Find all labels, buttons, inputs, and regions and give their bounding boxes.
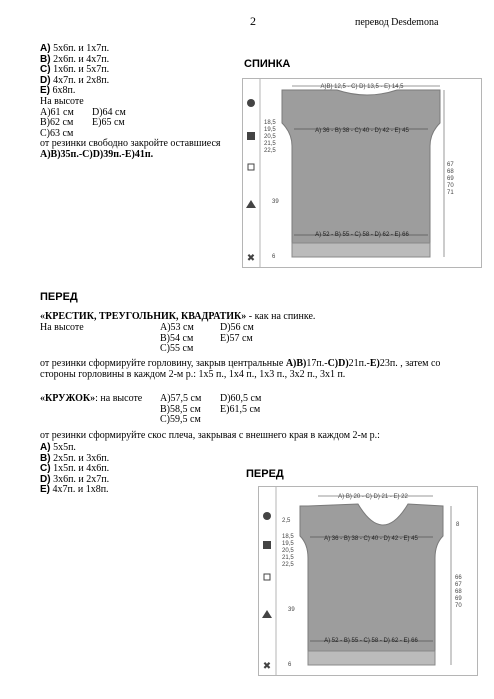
back-left-marks xyxy=(264,120,276,154)
svg-text:69: 69 xyxy=(455,596,462,602)
line-c: C) 1х6п. и 5х7п. xyxy=(40,64,110,76)
svg-text:22,5: 22,5 xyxy=(282,562,294,568)
back-title: СПИНКА xyxy=(244,58,291,70)
left-block xyxy=(40,44,221,161)
height-row-2: B)62 см E)65 см xyxy=(40,117,125,129)
back-diagram xyxy=(242,78,482,268)
cross-icon: ✖ xyxy=(262,661,272,672)
front-ribbing xyxy=(308,651,435,665)
line-a: A) 5х6п. и 1х7п. xyxy=(40,43,110,54)
svg-text:19,5: 19,5 xyxy=(264,127,276,133)
back-h39: 39 xyxy=(272,199,279,205)
circle-icon xyxy=(263,512,271,520)
back-ribbing xyxy=(292,243,430,257)
sec2-note: от резинки сформируйте скос плеча, закрывая с внешнего края в каждом 2-м р.: xyxy=(40,430,380,441)
svg-text:18,5: 18,5 xyxy=(282,534,294,540)
front-middle-measure: A) 36 - B) 38 - C) 40 - D) 42 - E) 45 xyxy=(324,536,418,542)
back-middle-measure: A) 36 - B) 38 - C) 40 - D) 42 - E) 45 xyxy=(315,128,409,134)
line-b: B) 2х6п. и 4х7п. xyxy=(40,53,110,65)
svg-text:67: 67 xyxy=(447,162,454,168)
back-top-measure: A)B) 12,5 - C) D) 13,5 - E) 14,5 xyxy=(320,84,404,90)
sec2-lines: A) 5х5п. B) 2х5п. и 3х6п. C) 1х5п. и 4х6п. D) 3х6п. и 2х7п. E) 4х7п. и 1х8п. xyxy=(40,442,110,496)
back-h6: 6 xyxy=(272,254,276,260)
svg-text:18,5: 18,5 xyxy=(264,120,276,126)
front-h25: 2,5 xyxy=(282,518,291,524)
square-icon xyxy=(247,132,255,140)
back-right-marks xyxy=(447,162,454,196)
svg-text:19,5: 19,5 xyxy=(282,541,294,547)
sec1-paragraph-2: стороны горловины в каждом 2-м р.: 1х5 п., 1х4 п., 1х3 п., 3х2 п., 3х1 п. xyxy=(40,369,346,380)
cross-icon: ✖ xyxy=(246,253,256,264)
front-diagram-title: ПЕРЕД xyxy=(246,468,284,480)
sec1-paragraph-1: от резинки сформируйте горловину, закрыв центральные A)B)17п.-C)D)21п.-E)23п. , затем со xyxy=(40,358,441,369)
height-row-1: A)61 см D)64 см xyxy=(40,106,126,118)
front-h39: 39 xyxy=(288,607,295,613)
height-row-3: C)63 см xyxy=(40,127,74,139)
front-h6: 6 xyxy=(288,662,292,668)
svg-text:68: 68 xyxy=(447,169,454,175)
svg-text:69: 69 xyxy=(447,176,454,182)
svg-text:21,5: 21,5 xyxy=(264,141,276,147)
line-d: D) 4х7п. и 2х8п. xyxy=(40,74,110,86)
left-result: A)B)35п.-C)D)39п.-E)41п. xyxy=(40,148,154,160)
front-diagram xyxy=(258,486,478,676)
translator-credit: перевод Desdemona xyxy=(355,17,439,28)
svg-text:20,5: 20,5 xyxy=(264,134,276,140)
height-label: На высоте xyxy=(40,95,84,107)
square-icon xyxy=(263,541,271,549)
front-section-title: ПЕРЕД xyxy=(40,291,78,303)
svg-text:71: 71 xyxy=(447,190,454,196)
front-bottom-measure: A) 52 - B) 55 - C) 58 - D) 62 - E) 66 xyxy=(324,638,418,644)
sec1-heights: A)53 см D)56 см B)54 см E)57 см C)55 см xyxy=(160,322,254,355)
front-h8: 8 xyxy=(456,522,460,528)
svg-text:70: 70 xyxy=(447,183,454,189)
svg-text:67: 67 xyxy=(455,582,462,588)
svg-text:66: 66 xyxy=(455,575,462,581)
line-e: E) 6х8п. xyxy=(40,85,76,97)
svg-text:68: 68 xyxy=(455,589,462,595)
svg-text:21,5: 21,5 xyxy=(282,555,294,561)
sec2-heights: A)57,5 см D)60,5 см B)58,5 см E)61,5 см C)59,5 см xyxy=(160,393,262,426)
sec1-title-line: «КРЕСТИК, ТРЕУГОЛЬНИК, КВАДРАТИК» - как на спинке. xyxy=(40,311,316,322)
page-number: 2 xyxy=(250,14,256,28)
svg-text:22,5: 22,5 xyxy=(264,148,276,154)
front-right-marks xyxy=(455,575,462,609)
front-shape xyxy=(300,504,443,658)
svg-text:70: 70 xyxy=(455,603,462,609)
back-bottom-measure: A) 52 - B) 55 - C) 58 - D) 62 - E) 66 xyxy=(315,232,409,238)
sec1-height-label: На высоте xyxy=(40,322,84,333)
circle-icon xyxy=(247,99,255,107)
left-note: от резинки свободно закройте оставшиеся xyxy=(40,138,221,150)
front-top-measure: A) B) 20 - C) D) 21 - E) 22 xyxy=(338,494,408,500)
front-left-marks xyxy=(282,534,294,568)
sec2-title-line: «КРУЖОК»: на высоте xyxy=(40,393,143,404)
back-shape xyxy=(282,90,440,250)
svg-text:20,5: 20,5 xyxy=(282,548,294,554)
